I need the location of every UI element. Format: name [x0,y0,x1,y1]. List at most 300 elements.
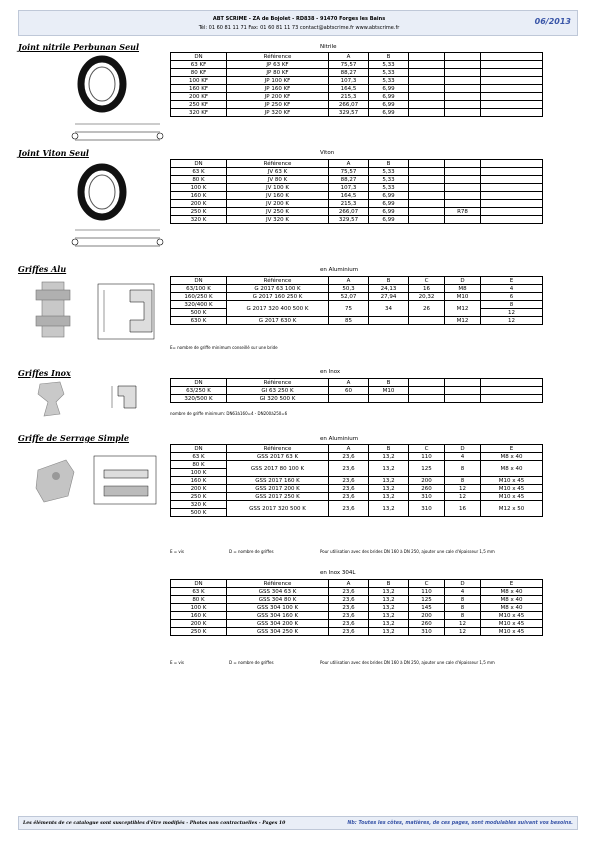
alu-note: E= nombre de griffe minimum conseillé sur une bride [170,345,278,350]
table-cell: 50,3 [329,285,369,293]
table-row [171,317,543,325]
table-cell: 23,6 [329,620,369,628]
table-cell [481,216,543,224]
table-cell: GSS 2017 80 100 K [227,461,329,477]
footer-disclaimer: Les éléments de ce catalogue sont susceptibles d'être modifiés - Photos non contractuelles - Pages 10 [23,821,286,826]
table-cell [445,387,481,395]
table-cell: 5,33 [369,176,409,184]
table-cell: 107,3 [329,184,369,192]
column-header: A [329,277,369,285]
table-cell: 8 [445,604,481,612]
table-cell: 329,57 [329,109,369,117]
table-cell: 107,3 [329,77,369,85]
column-header: Référence [227,277,329,285]
material-label-nitrile: Nitrile [320,44,337,50]
table-cell: 60 [329,387,369,395]
table-cell: 630 K [171,317,227,325]
table-cell [445,61,481,69]
table-cell: GSS 2017 63 K [227,453,329,461]
column-header: A [329,379,369,387]
column-header: D [445,445,481,453]
table-cell [481,387,543,395]
column-header: DN [171,277,227,285]
table-cell: JP 100 KF [227,77,329,85]
table-row [171,620,543,628]
table-cell: 8 [481,301,543,309]
inox304-table [170,579,543,636]
table-cell: GSS 2017 160 K [227,477,329,485]
inox304-note-d: D = nombre de griffes [229,660,274,665]
column-header: Référence [227,379,329,387]
column-header: B [369,379,409,387]
table-cell: M12 x 50 [481,501,543,517]
serrage-table [170,444,543,517]
column-header: B [369,53,409,61]
table-row [171,184,543,192]
company-address: ABT SCRIME - ZA de Bojolet - RD838 - 91470 Forges les Bains [212,16,386,22]
column-header [481,379,543,387]
table-cell: 310 [409,628,445,636]
table-cell: M10 x 45 [481,485,543,493]
table-cell: 12 [445,628,481,636]
table-cell: GSS 304 80 K [227,596,329,604]
table-cell: 500 K [171,509,227,517]
material-label-viton: Viton [320,150,335,156]
serrage-clamp-illustration [20,452,170,522]
table-cell: 13,2 [369,620,409,628]
table-cell: 63 KF [171,61,227,69]
column-header: A [329,580,369,588]
table-cell: JV 320 K [227,216,329,224]
table-cell: 23,6 [329,493,369,501]
table-cell [481,69,543,77]
table-cell: 6,99 [369,208,409,216]
table-cell: 4 [445,453,481,461]
table-row [171,477,543,485]
column-header [481,53,543,61]
alu-table [170,276,543,325]
table-cell: 260 [409,485,445,493]
table-cell: 88,27 [329,69,369,77]
table-row [171,596,543,604]
table-cell: 6,99 [369,101,409,109]
table-cell: M10 [445,293,481,301]
column-header: B [369,160,409,168]
column-header: DN [171,379,227,387]
table-cell [445,176,481,184]
column-header: A [329,53,369,61]
table-cell: 16 [445,501,481,517]
column-header: Référence [227,445,329,453]
column-header: E [481,277,543,285]
table-cell [445,184,481,192]
table-cell: 63 K [171,453,227,461]
column-header: DN [171,160,227,168]
table-cell [481,208,543,216]
viton-joint-illustration [20,160,170,252]
table-row [171,461,543,469]
table-cell: 88,27 [329,176,369,184]
table-cell: 200 K [171,485,227,493]
table-row [171,395,543,403]
column-header: C [409,445,445,453]
table-cell: M12 [445,317,481,325]
table-cell: 13,2 [369,461,409,477]
table-cell: 23,6 [329,485,369,493]
table-cell: M8 [445,285,481,293]
column-header: A [329,445,369,453]
table-cell: 6,99 [369,109,409,117]
table-cell [445,93,481,101]
table-cell: JV 63 K [227,168,329,176]
table-row [171,293,543,301]
table-cell [481,176,543,184]
table-cell: GI 320 500 K [227,395,329,403]
column-header: Référence [227,160,329,168]
table-cell: 13,2 [369,596,409,604]
table-cell [445,77,481,85]
table-cell: 12 [445,493,481,501]
table-cell [481,184,543,192]
table-cell: 320 K [171,501,227,509]
table-cell: 80 KF [171,69,227,77]
table-cell [445,101,481,109]
table-cell: 125 [409,596,445,604]
company-contact: Tél: 01 60 81 11 71 Fax: 01 60 81 11 73 contact@abtscrime.fr www.abtscrime.fr [198,25,400,31]
table-cell: 100 K [171,184,227,192]
table-cell [481,109,543,117]
table-cell [369,317,409,325]
table-cell: JV 100 K [227,184,329,192]
material-label-serrage: en Aluminium [320,436,359,442]
table-cell: 23,6 [329,501,369,517]
material-label-inox304: en Inox 304L [320,570,356,576]
table-row [171,93,543,101]
table-cell: 110 [409,588,445,596]
table-cell: 75 [329,301,369,317]
table-cell [409,200,445,208]
table-cell [481,101,543,109]
table-cell: 310 [409,493,445,501]
table-cell: GSS 304 63 K [227,588,329,596]
table-row [171,168,543,176]
table-cell [445,109,481,117]
footer-note: Nb: Toutes les côtes, matières, de ces pages, sont modulables suivant vos besoins. [347,821,573,826]
table-cell: 8 [445,461,481,477]
table-cell: 250 K [171,493,227,501]
table-cell: 310 [409,501,445,517]
table-cell: 13,2 [369,612,409,620]
table-cell: 250 K [171,208,227,216]
table-cell [329,395,369,403]
column-header: Référence [227,580,329,588]
table-cell: 23,6 [329,604,369,612]
table-cell: 23,6 [329,628,369,636]
table-cell [409,61,445,69]
serrage-note-use: Pour utilisation avec des brides DN 160 à DN 250, ajouter une cale d'épaisseur 1,5 mm [320,549,495,554]
table-cell: 75,57 [329,168,369,176]
table-cell: 160 KF [171,85,227,93]
table-header-row [171,379,543,387]
table-cell: 500 K [171,309,227,317]
table-cell: JP 200 KF [227,93,329,101]
column-header: Référence [227,53,329,61]
table-cell: 266,07 [329,101,369,109]
viton-table [170,159,543,224]
table-cell [481,168,543,176]
table-cell: 200 K [171,200,227,208]
table-cell: 320 KF [171,109,227,117]
table-cell: 145 [409,604,445,612]
column-header [445,53,481,61]
table-cell: JP 160 KF [227,85,329,93]
table-cell: 23,6 [329,588,369,596]
table-cell: GSS 2017 200 K [227,485,329,493]
table-cell: 12 [481,317,543,325]
table-row [171,493,543,501]
table-cell [481,85,543,93]
table-cell: 160 K [171,192,227,200]
inox-note: nombre de griffe minimum: DN63à160=4 - DN200à250=6 [170,411,288,416]
table-cell: G 2017 630 K [227,317,329,325]
table-row [171,628,543,636]
table-row [171,612,543,620]
column-header [481,160,543,168]
table-cell: 23,6 [329,453,369,461]
table-cell: 200 [409,477,445,485]
table-cell: 160/250 K [171,293,227,301]
table-cell [409,93,445,101]
material-label-inox: en Inox [320,369,341,375]
table-cell: 24,13 [369,285,409,293]
table-cell: JV 250 K [227,208,329,216]
section-title-alu: Griffes Alu [18,264,67,274]
table-cell: 160 K [171,612,227,620]
table-cell [409,77,445,85]
column-header: B [369,277,409,285]
table-cell: 12 [445,485,481,493]
table-cell: JV 80 K [227,176,329,184]
table-cell: 52,07 [329,293,369,301]
table-cell: 320/500 K [171,395,227,403]
table-cell [369,395,409,403]
table-cell: 23,6 [329,596,369,604]
table-cell: 80 K [171,596,227,604]
table-cell: 12 [481,309,543,317]
table-cell [481,192,543,200]
table-cell [409,387,445,395]
table-cell: 100 KF [171,77,227,85]
table-row [171,485,543,493]
table-cell: GSS 304 160 K [227,612,329,620]
column-header [409,160,445,168]
table-cell [445,395,481,403]
table-cell [409,192,445,200]
table-cell [445,85,481,93]
table-cell: 80 K [171,461,227,469]
table-row [171,501,543,509]
table-cell [409,168,445,176]
table-cell: 8 [445,477,481,485]
table-header-row [171,277,543,285]
table-row [171,453,543,461]
inox304-note-use: Pour utilisation avec des brides DN 160 à DN 250, ajouter une cale d'épaisseur 1,5 mm [320,660,495,665]
table-row [171,387,543,395]
table-cell: GSS 304 100 K [227,604,329,612]
column-header [409,53,445,61]
column-header: DN [171,580,227,588]
inox-clamp-illustration [20,378,170,418]
table-cell: GI 63 250 K [227,387,329,395]
table-cell: 63/250 K [171,387,227,395]
table-cell: 5,33 [369,69,409,77]
table-cell: 8 [445,612,481,620]
table-cell: GSS 2017 250 K [227,493,329,501]
table-cell: 100 K [171,469,227,477]
table-cell: 20,32 [409,293,445,301]
table-cell: 16 [409,285,445,293]
table-cell: 250 K [171,628,227,636]
inox304-note-e: E = vis [170,660,184,665]
table-row [171,604,543,612]
table-cell: 13,2 [369,485,409,493]
table-cell: 4 [481,285,543,293]
table-row [171,588,543,596]
column-header: D [445,580,481,588]
table-cell [445,216,481,224]
column-header [445,160,481,168]
column-header: E [481,445,543,453]
table-cell: 13,2 [369,477,409,485]
page-header [18,10,578,36]
table-cell: 26 [409,301,445,317]
table-cell: 27,94 [369,293,409,301]
inox-table [170,378,543,403]
column-header: DN [171,445,227,453]
table-cell: M8 x 40 [481,461,543,477]
table-cell: 6,99 [369,200,409,208]
table-cell: 23,6 [329,612,369,620]
table-cell: M10 x 45 [481,493,543,501]
table-cell [481,200,543,208]
table-cell: 23,6 [329,461,369,477]
table-cell [481,61,543,69]
table-cell [409,184,445,192]
column-header [445,379,481,387]
table-cell: 250 KF [171,101,227,109]
table-cell: JV 160 K [227,192,329,200]
table-cell: 13,2 [369,493,409,501]
table-cell: 329,57 [329,216,369,224]
table-cell: GSS 2017 320 500 K [227,501,329,517]
table-cell: G 2017 160 250 K [227,293,329,301]
table-cell: 63/100 K [171,285,227,293]
table-cell: 13,2 [369,628,409,636]
column-header: B [369,580,409,588]
table-cell: 6,99 [369,192,409,200]
table-cell: JP 250 KF [227,101,329,109]
page-footer [18,816,578,830]
table-cell [409,395,445,403]
table-row [171,216,543,224]
table-header-row [171,53,543,61]
table-cell: 100 K [171,604,227,612]
table-cell: M10 x 45 [481,612,543,620]
table-header-row [171,445,543,453]
table-cell: 8 [445,596,481,604]
section-title-inox: Griffes Inox [18,368,71,378]
table-cell: 12 [445,620,481,628]
table-cell: G 2017 63 100 K [227,285,329,293]
table-row [171,61,543,69]
table-cell: 260 [409,620,445,628]
column-header [409,379,445,387]
table-cell: 80 K [171,176,227,184]
table-row [171,69,543,77]
table-cell: G 2017 320 400 500 K [227,301,329,317]
column-header: C [409,277,445,285]
table-cell: M8 x 40 [481,453,543,461]
table-cell: 13,2 [369,588,409,596]
table-row [171,200,543,208]
table-cell: 6,99 [369,85,409,93]
table-cell: 125 [409,461,445,477]
nitrile-table [170,52,543,117]
table-header-row [171,160,543,168]
table-cell [445,69,481,77]
table-cell: 5,33 [369,77,409,85]
table-cell: 215,3 [329,200,369,208]
table-cell [445,168,481,176]
serrage-note-d: D = nombre de griffes [229,549,274,554]
table-cell: JP 63 KF [227,61,329,69]
table-row [171,85,543,93]
column-header: B [369,445,409,453]
table-cell [409,69,445,77]
serrage-note-e: E = vis [170,549,184,554]
table-cell: 63 K [171,588,227,596]
table-cell [445,192,481,200]
table-cell: 6 [481,293,543,301]
table-cell [409,216,445,224]
table-cell: JP 80 KF [227,69,329,77]
table-cell [481,93,543,101]
table-cell: 5,33 [369,184,409,192]
catalog-date: 06/2013 [534,17,571,26]
table-cell: R78 [445,208,481,216]
table-row [171,77,543,85]
table-cell: 215,3 [329,93,369,101]
column-header: E [481,580,543,588]
material-label-alu: en Aluminium [320,267,359,273]
table-cell: 6,99 [369,93,409,101]
table-row [171,192,543,200]
section-title-nitrile: Joint nitrile Perbunan Seul [18,42,140,52]
table-cell [445,200,481,208]
table-cell: M8 x 40 [481,604,543,612]
table-cell: 85 [329,317,369,325]
table-cell: 13,2 [369,453,409,461]
table-cell: 164,5 [329,192,369,200]
section-title-viton: Joint Viton Seul [18,148,89,158]
table-cell: 5,33 [369,168,409,176]
alu-clamp-illustration [20,276,170,346]
table-cell: 164,5 [329,85,369,93]
section-title-serrage: Griffe de Serrage Simple [18,433,129,443]
column-header: DN [171,53,227,61]
table-cell: 200 K [171,620,227,628]
table-row [171,285,543,293]
